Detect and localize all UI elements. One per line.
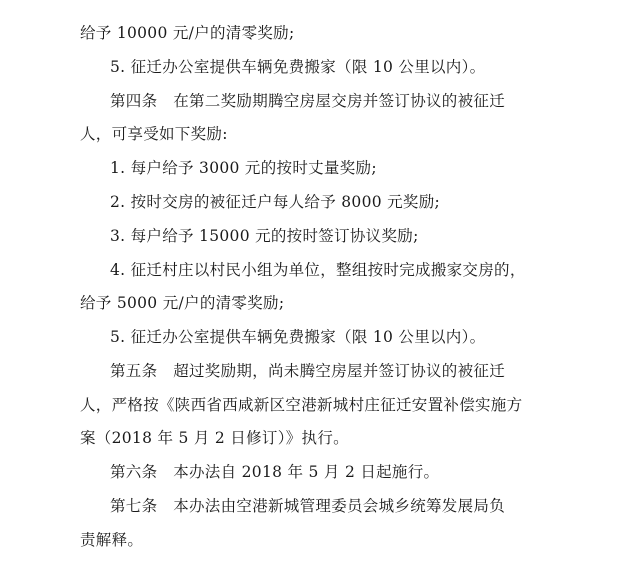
article-heading-line: 第七条 本办法由空港新城管理委员会城乡统筹发展局负 (110, 497, 506, 515)
paragraph-line: 人，可享受如下奖励: (80, 125, 228, 143)
list-item: 1. 每户给予 3000 元的按时丈量奖励; (110, 159, 377, 177)
article-heading-line: 第五条 超过奖励期，尚未腾空房屋并签订协议的被征迁 (110, 362, 506, 380)
list-item: 4. 征迁村庄以村民小组为单位，整组按时完成搬家交房的， (110, 261, 526, 279)
article-heading-line: 第六条 本办法自 2018 年 5 月 2 日起施行。 (110, 463, 440, 481)
list-item: 5. 征迁办公室提供车辆免费搬家（限 10 公里以内）。 (110, 328, 486, 346)
paragraph-line: 人，严格按《陕西省西咸新区空港新城村庄征迁安置补偿实施方 (80, 396, 523, 414)
paragraph-line: 给予 10000 元/户的清零奖励; (80, 24, 295, 42)
list-item: 2. 按时交房的被征迁户每人给予 8000 元奖励; (110, 193, 441, 211)
article-heading-line: 第四条 在第二奖励期腾空房屋交房并签订协议的被征迁 (110, 92, 506, 110)
paragraph-line: 案（2018 年 5 月 2 日修订）》执行。 (80, 429, 349, 447)
paragraph-line: 给予 5000 元/户的清零奖励; (80, 294, 285, 312)
list-item: 5. 征迁办公室提供车辆免费搬家（限 10 公里以内）。 (110, 58, 486, 76)
list-item: 3. 每户给予 15000 元的按时签订协议奖励; (110, 227, 419, 245)
paragraph-line: 责解释。 (80, 531, 144, 549)
